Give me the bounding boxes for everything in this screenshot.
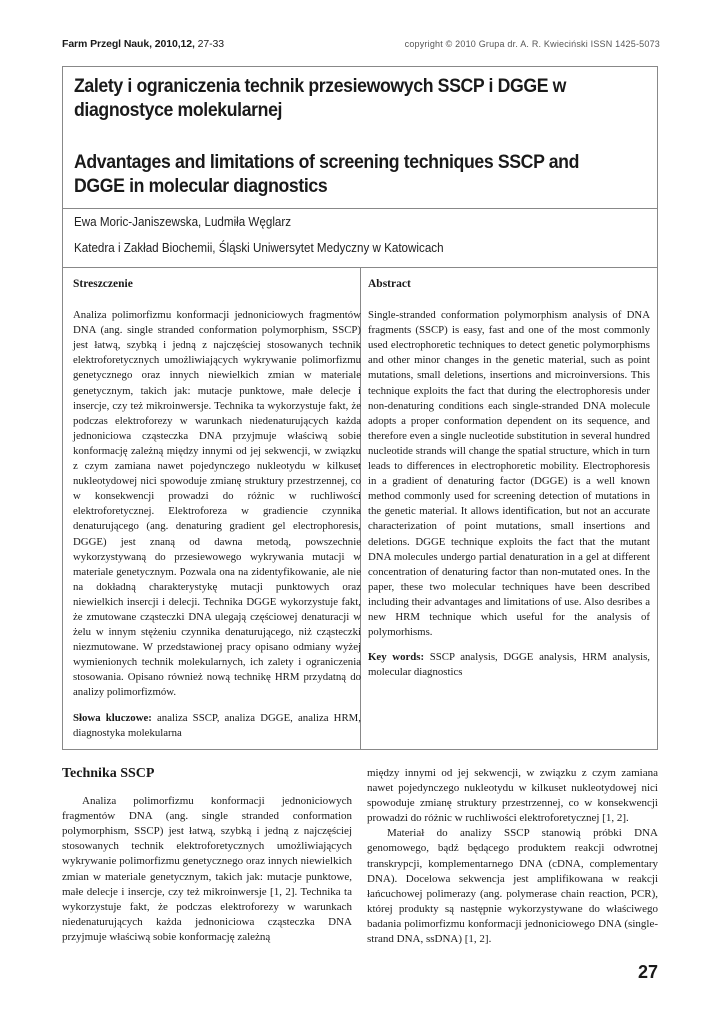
abstract-column bbox=[368, 268, 650, 680]
body-paragraph: Analiza polimorfizmu konformacji jednoniciowych fragmentów DNA (ang. single stranded conformation polymorphism, SSCP) jest łatwą, szybką i jedną z najczęściej stosowanych technik elektroforetycznych umożliwiających wykrywanie polimorfizmu genetycznego oraz innych niewielkich zmian w materiale genetycznym, takich jak: mutacje punktowe, małe delecje i insercje, czy też mikroinwersje [1, 2]. Technika ta wykorzystuje fakt, że podczas elektroforezy w warunkach niedenaturujących każda jednoniciowa cząsteczka DNA przyjmuje właściwą sobie konformację zależną bbox=[62, 795, 352, 943]
copyright-notice: copyright © 2010 Grupa dr. A. R. Kwieciński ISSN 1425-5073 bbox=[404, 39, 660, 49]
slowa-kluczowe bbox=[73, 711, 361, 741]
page-range: 27-33 bbox=[194, 38, 224, 50]
author-list: Ewa Moric-Janiszewska, Ludmiła Węglarz bbox=[74, 215, 292, 229]
abstracts-section bbox=[63, 267, 657, 749]
page-number: 27 bbox=[637, 962, 658, 982]
section-heading: Technika SSCP bbox=[62, 766, 155, 781]
running-header bbox=[62, 38, 660, 54]
streszczenie-column bbox=[73, 268, 361, 741]
title-english: Advantages and limitations of screening techniques SSCP and DGGE in molecular diagnostics bbox=[74, 152, 580, 197]
body-column-left bbox=[62, 766, 352, 945]
body-paragraph: Materiał do analizy SSCP stanowią próbki DNA genomowego, bądź będącego produktem reakcji odwrotnej transkrypcji, komplementarnego DNA (cDNA, complementary DNA). Docelowa sekwencja jest amplifikowana w reakcji łańcuchowej polimerazy (ang. polymerase chain reaction, PCR), której produkty są następnie wykorzystywane do właściwego badania polimorfizmu konformacji jednoniciowego DNA (single-strand DNA, ssDNA) [1, 2]. bbox=[367, 827, 658, 946]
journal-citation bbox=[62, 38, 224, 50]
streszczenie-text: Analiza polimorfizmu konformacji jednoniciowych fragmentów DNA (ang. single stranded conformation polymorphism, SSCP) jest łatwą, szybką i jedną z najczęściej stosowanych technik elektroforetycznych umożliwiających wykrywanie polimorfizmu genetycznego oraz innych niewielkich zmian w materiale genetycznym, takich jak: mutacje punktowe, małe delecje i insercje, czy też mikroinwersje. Technika ta wykorzystuje fakt, że podczas elektroforezy w warunkach niedenaturujących każda jednoniciowa cząsteczka DNA przyjmuje właściwą sobie konformację zależną między innymi od jej sekwencji, w związku z czym zamiana nawet pojedynczego nukleotydu w kilkuset nukleotydowej nici spowoduje zmianę struktury przestrzennej, co w konsekwencji prowadzi do różnic w ruchliwości elektroforetycznej. Elektroforeza w gradiencie czynnika denaturującego (ang. denaturing gradient gel electrophoresis, DGGE) jest znaną od dawna metodą, powszechnie wykorzystywaną do przesiewowego wykrywania mutacji w materiale genetycznym. Pozwala ona na zidentyfikowanie, ale nie na dokładną charakterystykę mutacji punktowych oraz niewielkich insercji i delecji. Technika DGGE wykorzystuje fakt, że zmutowane cząsteczki DNA ulegają częściowej denaturacji w żelu w innym stężeniu czynnika denaturującego, niż cząsteczki niezmutowane. W przedstawionej pracy opisano odmiany wyżej wymienionych technik molekularnych, ich zalety i ograniczenia stosowania. Opisano również nową technikę HRM przydatną do analizy polimorfizmów. bbox=[73, 309, 361, 699]
abstract-text: Single-stranded conformation polymorphism analysis of DNA fragments (SSCP) is easy, fast and one of the most commonly used electrophoretic techniques to detect genetic polymorphisms and other minor changes in the genetic material, such as point mutations, small deletions, insertions and microinversions. This technique exploits the fact that during the electrophoresis under non-denaturing conditions each single-stranded DNA molecule adopts a proper conformation dependent on its sequence, and therefore even a single nucleotide substitution in several hundred nucleotide strands will change the spatial structure, which in turn leads to differences in electrophoretic mobility. Electrophoresis in a gradient of denaturing factor (DGGE) is a well known method commonly used for screening detection of mutations in the genetic material. It allows identification, but not an accurate characterization of point mutations, small insertions and deletions. DGGE technique exploits the fact that the mutant DNA molecules undergo partial denaturation in a gel at different concentration of denaturing factor than non-mutated ones. In the paper, these two molecular techniques have been described including their advantages and limitations of use. Also desribes a new HRM technique which useful for the analysis of polymorhisms. bbox=[368, 309, 650, 639]
title-block bbox=[63, 67, 657, 209]
affiliation: Katedra i Zakład Biochemii, Śląski Uniwersytet Medyczny w Katowicach bbox=[74, 241, 444, 255]
slowa-kluczowe-text: analiza SSCP, analiza DGGE, analiza HRM, diagnostyka molekularna bbox=[73, 711, 361, 739]
slowa-kluczowe-label: Słowa kluczowe: bbox=[73, 711, 152, 724]
key-words-text: SSCP analysis, DGGE analysis, HRM analysis, molecular diagnostics bbox=[368, 651, 651, 679]
streszczenie-heading: Streszczenie bbox=[73, 278, 133, 290]
title-polish: Zalety i ograniczenia technik przesiewowych SSCP i DGGE w diagnostyce molekularnej bbox=[74, 76, 567, 121]
key-words-label: Key words: bbox=[368, 651, 425, 664]
body-paragraph-continued: między innymi od jej sekwencji, w związku z czym zamiana nawet pojedynczego nukleotydu w kilkuset nukleotydowej nici spowoduje zmianę struktury przestrzennej, co w konsekwencji prowadzi do różnic w ruchliwości elektroforetycznej [1, 2]. bbox=[367, 767, 658, 825]
article-front-matter bbox=[62, 66, 658, 750]
abstract-heading: Abstract bbox=[368, 278, 411, 290]
body-column-right bbox=[367, 766, 658, 947]
key-words bbox=[368, 650, 650, 680]
journal-name: Farm Przegl Nauk, 2010,12, bbox=[62, 38, 195, 50]
